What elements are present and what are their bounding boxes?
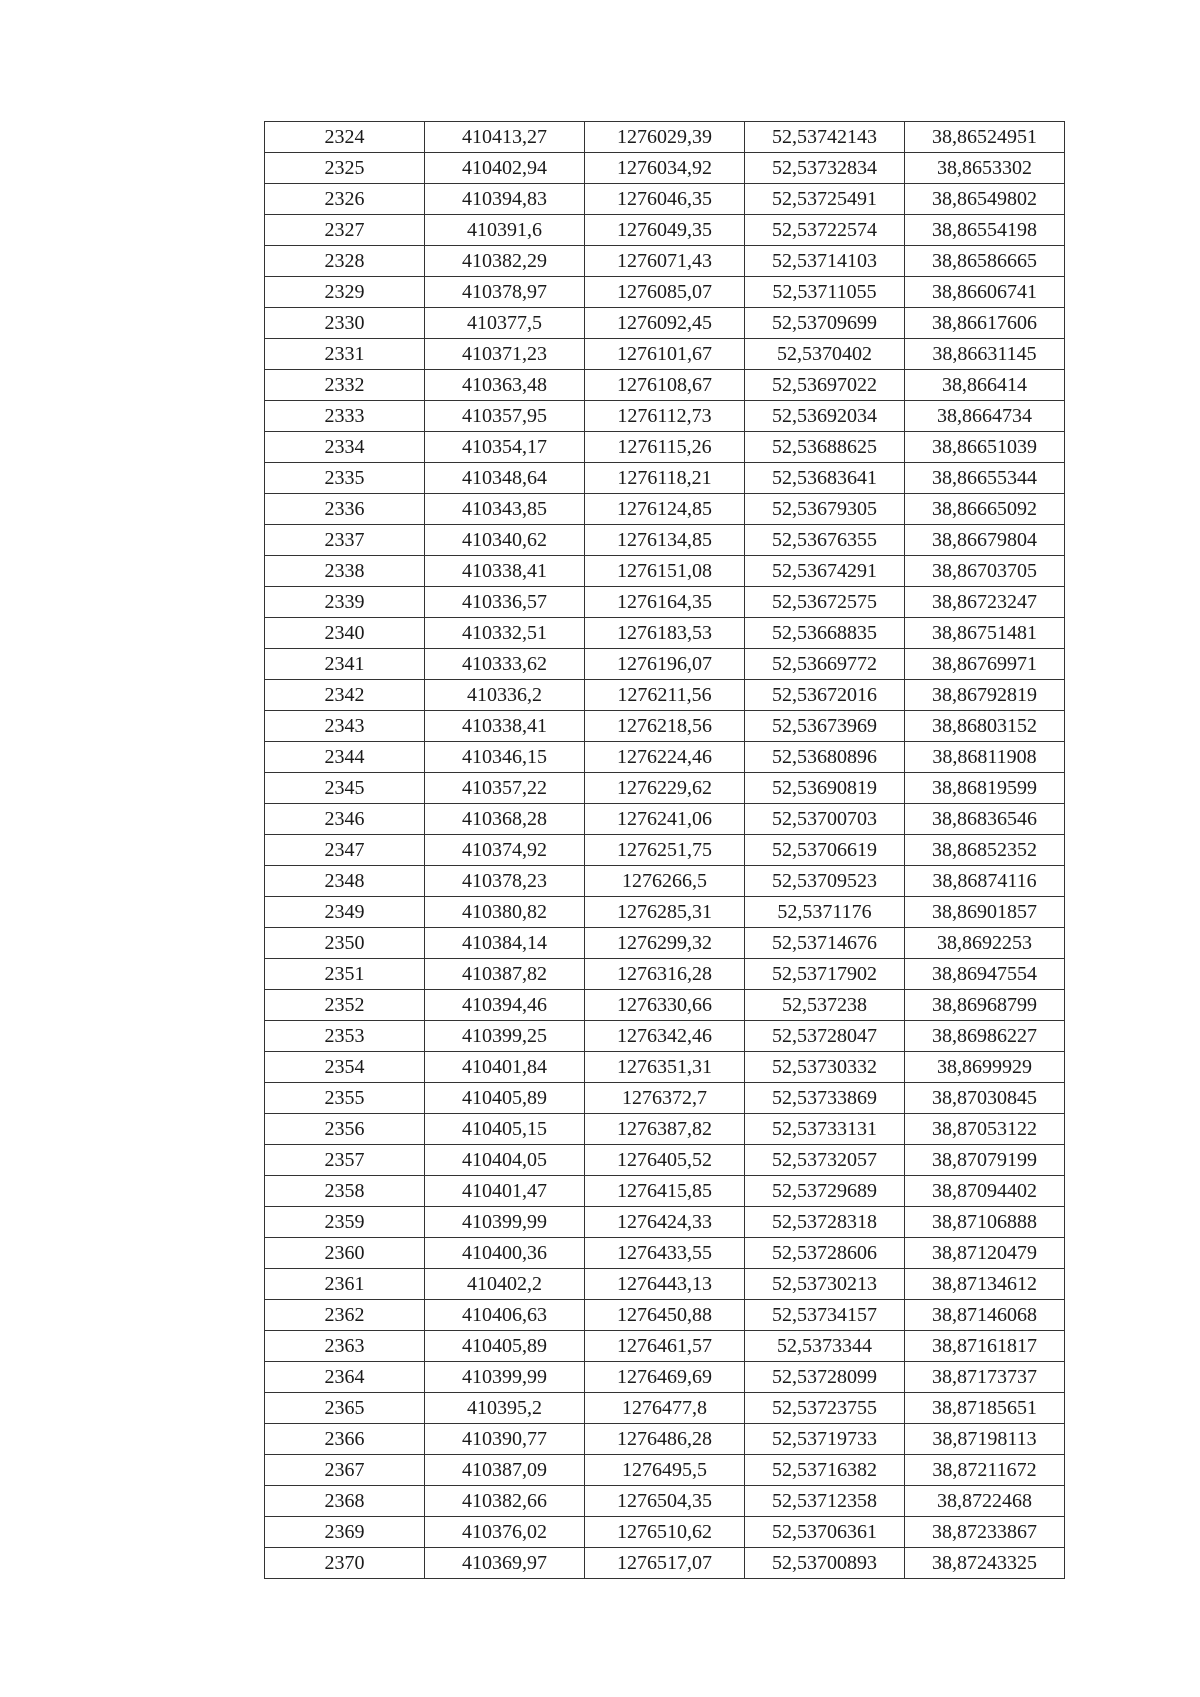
longitude-cell: 38,87185651 bbox=[905, 1393, 1065, 1424]
latitude-cell: 52,5370402 bbox=[745, 339, 905, 370]
longitude-cell: 38,866414 bbox=[905, 370, 1065, 401]
y-coordinate-cell: 1276461,57 bbox=[585, 1331, 745, 1362]
table-row bbox=[265, 1486, 1065, 1517]
y-coordinate-cell: 1276504,35 bbox=[585, 1486, 745, 1517]
longitude-cell: 38,87134612 bbox=[905, 1269, 1065, 1300]
longitude-cell: 38,86852352 bbox=[905, 835, 1065, 866]
point-number-cell: 2364 bbox=[265, 1362, 425, 1393]
y-coordinate-cell: 1276477,8 bbox=[585, 1393, 745, 1424]
latitude-cell: 52,53683641 bbox=[745, 463, 905, 494]
longitude-cell: 38,86524951 bbox=[905, 122, 1065, 153]
y-coordinate-cell: 1276112,73 bbox=[585, 401, 745, 432]
y-coordinate-cell: 1276151,08 bbox=[585, 556, 745, 587]
x-coordinate-cell: 410404,05 bbox=[425, 1145, 585, 1176]
x-coordinate-cell: 410368,28 bbox=[425, 804, 585, 835]
y-coordinate-cell: 1276266,5 bbox=[585, 866, 745, 897]
coordinates-table-body bbox=[265, 122, 1065, 1579]
longitude-cell: 38,87030845 bbox=[905, 1083, 1065, 1114]
longitude-cell: 38,86679804 bbox=[905, 525, 1065, 556]
table-row bbox=[265, 1393, 1065, 1424]
table-row bbox=[265, 1021, 1065, 1052]
latitude-cell: 52,53679305 bbox=[745, 494, 905, 525]
point-number-cell: 2350 bbox=[265, 928, 425, 959]
x-coordinate-cell: 410387,09 bbox=[425, 1455, 585, 1486]
table-row bbox=[265, 122, 1065, 153]
longitude-cell: 38,87146068 bbox=[905, 1300, 1065, 1331]
latitude-cell: 52,53719733 bbox=[745, 1424, 905, 1455]
table-row bbox=[265, 215, 1065, 246]
latitude-cell: 52,53733131 bbox=[745, 1114, 905, 1145]
longitude-cell: 38,87243325 bbox=[905, 1548, 1065, 1579]
point-number-cell: 2369 bbox=[265, 1517, 425, 1548]
latitude-cell: 52,5373344 bbox=[745, 1331, 905, 1362]
point-number-cell: 2352 bbox=[265, 990, 425, 1021]
x-coordinate-cell: 410399,25 bbox=[425, 1021, 585, 1052]
longitude-cell: 38,86769971 bbox=[905, 649, 1065, 680]
point-number-cell: 2370 bbox=[265, 1548, 425, 1579]
latitude-cell: 52,53706361 bbox=[745, 1517, 905, 1548]
y-coordinate-cell: 1276164,35 bbox=[585, 587, 745, 618]
point-number-cell: 2366 bbox=[265, 1424, 425, 1455]
point-number-cell: 2337 bbox=[265, 525, 425, 556]
latitude-cell: 52,53730213 bbox=[745, 1269, 905, 1300]
y-coordinate-cell: 1276085,07 bbox=[585, 277, 745, 308]
longitude-cell: 38,86874116 bbox=[905, 866, 1065, 897]
longitude-cell: 38,86655344 bbox=[905, 463, 1065, 494]
table-row bbox=[265, 432, 1065, 463]
point-number-cell: 2341 bbox=[265, 649, 425, 680]
y-coordinate-cell: 1276092,45 bbox=[585, 308, 745, 339]
point-number-cell: 2363 bbox=[265, 1331, 425, 1362]
longitude-cell: 38,86947554 bbox=[905, 959, 1065, 990]
x-coordinate-cell: 410377,5 bbox=[425, 308, 585, 339]
longitude-cell: 38,86901857 bbox=[905, 897, 1065, 928]
point-number-cell: 2353 bbox=[265, 1021, 425, 1052]
point-number-cell: 2346 bbox=[265, 804, 425, 835]
table-row bbox=[265, 804, 1065, 835]
longitude-cell: 38,86586665 bbox=[905, 246, 1065, 277]
table-row bbox=[265, 1548, 1065, 1579]
point-number-cell: 2328 bbox=[265, 246, 425, 277]
y-coordinate-cell: 1276443,13 bbox=[585, 1269, 745, 1300]
x-coordinate-cell: 410336,57 bbox=[425, 587, 585, 618]
table-row bbox=[265, 1052, 1065, 1083]
y-coordinate-cell: 1276342,46 bbox=[585, 1021, 745, 1052]
x-coordinate-cell: 410394,83 bbox=[425, 184, 585, 215]
point-number-cell: 2332 bbox=[265, 370, 425, 401]
table-row bbox=[265, 246, 1065, 277]
point-number-cell: 2331 bbox=[265, 339, 425, 370]
table-row bbox=[265, 1269, 1065, 1300]
x-coordinate-cell: 410336,2 bbox=[425, 680, 585, 711]
point-number-cell: 2335 bbox=[265, 463, 425, 494]
point-number-cell: 2343 bbox=[265, 711, 425, 742]
y-coordinate-cell: 1276034,92 bbox=[585, 153, 745, 184]
x-coordinate-cell: 410401,47 bbox=[425, 1176, 585, 1207]
latitude-cell: 52,53722574 bbox=[745, 215, 905, 246]
table-row bbox=[265, 1424, 1065, 1455]
x-coordinate-cell: 410343,85 bbox=[425, 494, 585, 525]
latitude-cell: 52,53709699 bbox=[745, 308, 905, 339]
longitude-cell: 38,87173737 bbox=[905, 1362, 1065, 1393]
y-coordinate-cell: 1276495,5 bbox=[585, 1455, 745, 1486]
longitude-cell: 38,87079199 bbox=[905, 1145, 1065, 1176]
point-number-cell: 2354 bbox=[265, 1052, 425, 1083]
point-number-cell: 2356 bbox=[265, 1114, 425, 1145]
x-coordinate-cell: 410338,41 bbox=[425, 711, 585, 742]
table-row bbox=[265, 618, 1065, 649]
longitude-cell: 38,86665092 bbox=[905, 494, 1065, 525]
longitude-cell: 38,86549802 bbox=[905, 184, 1065, 215]
x-coordinate-cell: 410357,95 bbox=[425, 401, 585, 432]
y-coordinate-cell: 1276424,33 bbox=[585, 1207, 745, 1238]
x-coordinate-cell: 410382,66 bbox=[425, 1486, 585, 1517]
point-number-cell: 2330 bbox=[265, 308, 425, 339]
table-row bbox=[265, 525, 1065, 556]
point-number-cell: 2336 bbox=[265, 494, 425, 525]
latitude-cell: 52,53700703 bbox=[745, 804, 905, 835]
x-coordinate-cell: 410405,89 bbox=[425, 1083, 585, 1114]
point-number-cell: 2358 bbox=[265, 1176, 425, 1207]
table-row bbox=[265, 556, 1065, 587]
longitude-cell: 38,86986227 bbox=[905, 1021, 1065, 1052]
table-row bbox=[265, 184, 1065, 215]
point-number-cell: 2362 bbox=[265, 1300, 425, 1331]
table-row bbox=[265, 370, 1065, 401]
table-row bbox=[265, 990, 1065, 1021]
point-number-cell: 2329 bbox=[265, 277, 425, 308]
latitude-cell: 52,53729689 bbox=[745, 1176, 905, 1207]
x-coordinate-cell: 410332,51 bbox=[425, 618, 585, 649]
y-coordinate-cell: 1276101,67 bbox=[585, 339, 745, 370]
y-coordinate-cell: 1276183,53 bbox=[585, 618, 745, 649]
y-coordinate-cell: 1276029,39 bbox=[585, 122, 745, 153]
y-coordinate-cell: 1276124,85 bbox=[585, 494, 745, 525]
y-coordinate-cell: 1276229,62 bbox=[585, 773, 745, 804]
latitude-cell: 52,53711055 bbox=[745, 277, 905, 308]
x-coordinate-cell: 410340,62 bbox=[425, 525, 585, 556]
longitude-cell: 38,86617606 bbox=[905, 308, 1065, 339]
longitude-cell: 38,87053122 bbox=[905, 1114, 1065, 1145]
latitude-cell: 52,53669772 bbox=[745, 649, 905, 680]
point-number-cell: 2324 bbox=[265, 122, 425, 153]
latitude-cell: 52,53728606 bbox=[745, 1238, 905, 1269]
x-coordinate-cell: 410378,23 bbox=[425, 866, 585, 897]
x-coordinate-cell: 410391,6 bbox=[425, 215, 585, 246]
point-number-cell: 2326 bbox=[265, 184, 425, 215]
table-row bbox=[265, 1238, 1065, 1269]
table-row bbox=[265, 1331, 1065, 1362]
latitude-cell: 52,53728047 bbox=[745, 1021, 905, 1052]
table-row bbox=[265, 1114, 1065, 1145]
x-coordinate-cell: 410406,63 bbox=[425, 1300, 585, 1331]
table-row bbox=[265, 494, 1065, 525]
table-row bbox=[265, 1362, 1065, 1393]
latitude-cell: 52,53714103 bbox=[745, 246, 905, 277]
point-number-cell: 2342 bbox=[265, 680, 425, 711]
point-number-cell: 2348 bbox=[265, 866, 425, 897]
point-number-cell: 2347 bbox=[265, 835, 425, 866]
longitude-cell: 38,86803152 bbox=[905, 711, 1065, 742]
longitude-cell: 38,8692253 bbox=[905, 928, 1065, 959]
y-coordinate-cell: 1276450,88 bbox=[585, 1300, 745, 1331]
y-coordinate-cell: 1276108,67 bbox=[585, 370, 745, 401]
y-coordinate-cell: 1276115,26 bbox=[585, 432, 745, 463]
longitude-cell: 38,87198113 bbox=[905, 1424, 1065, 1455]
latitude-cell: 52,53723755 bbox=[745, 1393, 905, 1424]
point-number-cell: 2349 bbox=[265, 897, 425, 928]
longitude-cell: 38,87161817 bbox=[905, 1331, 1065, 1362]
latitude-cell: 52,53732834 bbox=[745, 153, 905, 184]
x-coordinate-cell: 410382,29 bbox=[425, 246, 585, 277]
latitude-cell: 52,53688625 bbox=[745, 432, 905, 463]
latitude-cell: 52,53728318 bbox=[745, 1207, 905, 1238]
y-coordinate-cell: 1276046,35 bbox=[585, 184, 745, 215]
table-row bbox=[265, 835, 1065, 866]
y-coordinate-cell: 1276299,32 bbox=[585, 928, 745, 959]
latitude-cell: 52,53697022 bbox=[745, 370, 905, 401]
x-coordinate-cell: 410394,46 bbox=[425, 990, 585, 1021]
y-coordinate-cell: 1276351,31 bbox=[585, 1052, 745, 1083]
table-row bbox=[265, 649, 1065, 680]
longitude-cell: 38,86819599 bbox=[905, 773, 1065, 804]
table-row bbox=[265, 742, 1065, 773]
table-row bbox=[265, 1145, 1065, 1176]
point-number-cell: 2355 bbox=[265, 1083, 425, 1114]
table-row bbox=[265, 153, 1065, 184]
table-row bbox=[265, 339, 1065, 370]
point-number-cell: 2361 bbox=[265, 1269, 425, 1300]
longitude-cell: 38,86651039 bbox=[905, 432, 1065, 463]
x-coordinate-cell: 410405,89 bbox=[425, 1331, 585, 1362]
latitude-cell: 52,53716382 bbox=[745, 1455, 905, 1486]
latitude-cell: 52,53730332 bbox=[745, 1052, 905, 1083]
point-number-cell: 2367 bbox=[265, 1455, 425, 1486]
table-row bbox=[265, 711, 1065, 742]
latitude-cell: 52,53690819 bbox=[745, 773, 905, 804]
latitude-cell: 52,53706619 bbox=[745, 835, 905, 866]
latitude-cell: 52,53674291 bbox=[745, 556, 905, 587]
y-coordinate-cell: 1276224,46 bbox=[585, 742, 745, 773]
longitude-cell: 38,87106888 bbox=[905, 1207, 1065, 1238]
y-coordinate-cell: 1276405,52 bbox=[585, 1145, 745, 1176]
x-coordinate-cell: 410380,82 bbox=[425, 897, 585, 928]
x-coordinate-cell: 410399,99 bbox=[425, 1207, 585, 1238]
y-coordinate-cell: 1276196,07 bbox=[585, 649, 745, 680]
x-coordinate-cell: 410390,77 bbox=[425, 1424, 585, 1455]
x-coordinate-cell: 410387,82 bbox=[425, 959, 585, 990]
point-number-cell: 2344 bbox=[265, 742, 425, 773]
latitude-cell: 52,53676355 bbox=[745, 525, 905, 556]
table-row bbox=[265, 1517, 1065, 1548]
longitude-cell: 38,86751481 bbox=[905, 618, 1065, 649]
y-coordinate-cell: 1276486,28 bbox=[585, 1424, 745, 1455]
point-number-cell: 2357 bbox=[265, 1145, 425, 1176]
table-row bbox=[265, 680, 1065, 711]
point-number-cell: 2368 bbox=[265, 1486, 425, 1517]
point-number-cell: 2338 bbox=[265, 556, 425, 587]
table-row bbox=[265, 1176, 1065, 1207]
y-coordinate-cell: 1276241,06 bbox=[585, 804, 745, 835]
y-coordinate-cell: 1276469,69 bbox=[585, 1362, 745, 1393]
table-row bbox=[265, 1083, 1065, 1114]
longitude-cell: 38,86554198 bbox=[905, 215, 1065, 246]
x-coordinate-cell: 410374,92 bbox=[425, 835, 585, 866]
longitude-cell: 38,8653302 bbox=[905, 153, 1065, 184]
longitude-cell: 38,86792819 bbox=[905, 680, 1065, 711]
point-number-cell: 2327 bbox=[265, 215, 425, 246]
x-coordinate-cell: 410402,94 bbox=[425, 153, 585, 184]
y-coordinate-cell: 1276118,21 bbox=[585, 463, 745, 494]
x-coordinate-cell: 410405,15 bbox=[425, 1114, 585, 1145]
y-coordinate-cell: 1276433,55 bbox=[585, 1238, 745, 1269]
x-coordinate-cell: 410401,84 bbox=[425, 1052, 585, 1083]
y-coordinate-cell: 1276372,7 bbox=[585, 1083, 745, 1114]
y-coordinate-cell: 1276330,66 bbox=[585, 990, 745, 1021]
table-row bbox=[265, 1300, 1065, 1331]
coordinates-table bbox=[264, 121, 1065, 1579]
y-coordinate-cell: 1276387,82 bbox=[585, 1114, 745, 1145]
table-row bbox=[265, 1207, 1065, 1238]
x-coordinate-cell: 410369,97 bbox=[425, 1548, 585, 1579]
latitude-cell: 52,5371176 bbox=[745, 897, 905, 928]
longitude-cell: 38,86968799 bbox=[905, 990, 1065, 1021]
y-coordinate-cell: 1276218,56 bbox=[585, 711, 745, 742]
point-number-cell: 2334 bbox=[265, 432, 425, 463]
x-coordinate-cell: 410395,2 bbox=[425, 1393, 585, 1424]
latitude-cell: 52,53717902 bbox=[745, 959, 905, 990]
y-coordinate-cell: 1276049,35 bbox=[585, 215, 745, 246]
latitude-cell: 52,53673969 bbox=[745, 711, 905, 742]
x-coordinate-cell: 410376,02 bbox=[425, 1517, 585, 1548]
x-coordinate-cell: 410399,99 bbox=[425, 1362, 585, 1393]
y-coordinate-cell: 1276211,56 bbox=[585, 680, 745, 711]
latitude-cell: 52,53692034 bbox=[745, 401, 905, 432]
point-number-cell: 2333 bbox=[265, 401, 425, 432]
longitude-cell: 38,86836546 bbox=[905, 804, 1065, 835]
table-row bbox=[265, 401, 1065, 432]
longitude-cell: 38,87094402 bbox=[905, 1176, 1065, 1207]
x-coordinate-cell: 410348,64 bbox=[425, 463, 585, 494]
longitude-cell: 38,87211672 bbox=[905, 1455, 1065, 1486]
latitude-cell: 52,53725491 bbox=[745, 184, 905, 215]
longitude-cell: 38,86703705 bbox=[905, 556, 1065, 587]
latitude-cell: 52,53732057 bbox=[745, 1145, 905, 1176]
longitude-cell: 38,8664734 bbox=[905, 401, 1065, 432]
point-number-cell: 2351 bbox=[265, 959, 425, 990]
table-row bbox=[265, 897, 1065, 928]
point-number-cell: 2339 bbox=[265, 587, 425, 618]
point-number-cell: 2365 bbox=[265, 1393, 425, 1424]
y-coordinate-cell: 1276285,31 bbox=[585, 897, 745, 928]
x-coordinate-cell: 410400,36 bbox=[425, 1238, 585, 1269]
x-coordinate-cell: 410354,17 bbox=[425, 432, 585, 463]
y-coordinate-cell: 1276071,43 bbox=[585, 246, 745, 277]
table-row bbox=[265, 463, 1065, 494]
table-row bbox=[265, 866, 1065, 897]
table-row bbox=[265, 277, 1065, 308]
x-coordinate-cell: 410402,2 bbox=[425, 1269, 585, 1300]
point-number-cell: 2340 bbox=[265, 618, 425, 649]
table-row bbox=[265, 773, 1065, 804]
x-coordinate-cell: 410333,62 bbox=[425, 649, 585, 680]
table-row bbox=[265, 587, 1065, 618]
point-number-cell: 2325 bbox=[265, 153, 425, 184]
longitude-cell: 38,87120479 bbox=[905, 1238, 1065, 1269]
latitude-cell: 52,53728099 bbox=[745, 1362, 905, 1393]
x-coordinate-cell: 410338,41 bbox=[425, 556, 585, 587]
point-number-cell: 2360 bbox=[265, 1238, 425, 1269]
x-coordinate-cell: 410384,14 bbox=[425, 928, 585, 959]
table-row bbox=[265, 308, 1065, 339]
y-coordinate-cell: 1276510,62 bbox=[585, 1517, 745, 1548]
longitude-cell: 38,86631145 bbox=[905, 339, 1065, 370]
latitude-cell: 52,53734157 bbox=[745, 1300, 905, 1331]
longitude-cell: 38,86811908 bbox=[905, 742, 1065, 773]
latitude-cell: 52,53700893 bbox=[745, 1548, 905, 1579]
longitude-cell: 38,8699929 bbox=[905, 1052, 1065, 1083]
latitude-cell: 52,53712358 bbox=[745, 1486, 905, 1517]
table-row bbox=[265, 928, 1065, 959]
latitude-cell: 52,53672016 bbox=[745, 680, 905, 711]
latitude-cell: 52,53714676 bbox=[745, 928, 905, 959]
longitude-cell: 38,86723247 bbox=[905, 587, 1065, 618]
y-coordinate-cell: 1276415,85 bbox=[585, 1176, 745, 1207]
x-coordinate-cell: 410378,97 bbox=[425, 277, 585, 308]
latitude-cell: 52,53742143 bbox=[745, 122, 905, 153]
x-coordinate-cell: 410346,15 bbox=[425, 742, 585, 773]
latitude-cell: 52,53733869 bbox=[745, 1083, 905, 1114]
latitude-cell: 52,53709523 bbox=[745, 866, 905, 897]
x-coordinate-cell: 410357,22 bbox=[425, 773, 585, 804]
point-number-cell: 2359 bbox=[265, 1207, 425, 1238]
longitude-cell: 38,86606741 bbox=[905, 277, 1065, 308]
y-coordinate-cell: 1276316,28 bbox=[585, 959, 745, 990]
latitude-cell: 52,537238 bbox=[745, 990, 905, 1021]
longitude-cell: 38,8722468 bbox=[905, 1486, 1065, 1517]
latitude-cell: 52,53680896 bbox=[745, 742, 905, 773]
y-coordinate-cell: 1276251,75 bbox=[585, 835, 745, 866]
x-coordinate-cell: 410371,23 bbox=[425, 339, 585, 370]
y-coordinate-cell: 1276134,85 bbox=[585, 525, 745, 556]
table-row bbox=[265, 1455, 1065, 1486]
longitude-cell: 38,87233867 bbox=[905, 1517, 1065, 1548]
y-coordinate-cell: 1276517,07 bbox=[585, 1548, 745, 1579]
x-coordinate-cell: 410363,48 bbox=[425, 370, 585, 401]
x-coordinate-cell: 410413,27 bbox=[425, 122, 585, 153]
latitude-cell: 52,53672575 bbox=[745, 587, 905, 618]
table-row bbox=[265, 959, 1065, 990]
latitude-cell: 52,53668835 bbox=[745, 618, 905, 649]
point-number-cell: 2345 bbox=[265, 773, 425, 804]
